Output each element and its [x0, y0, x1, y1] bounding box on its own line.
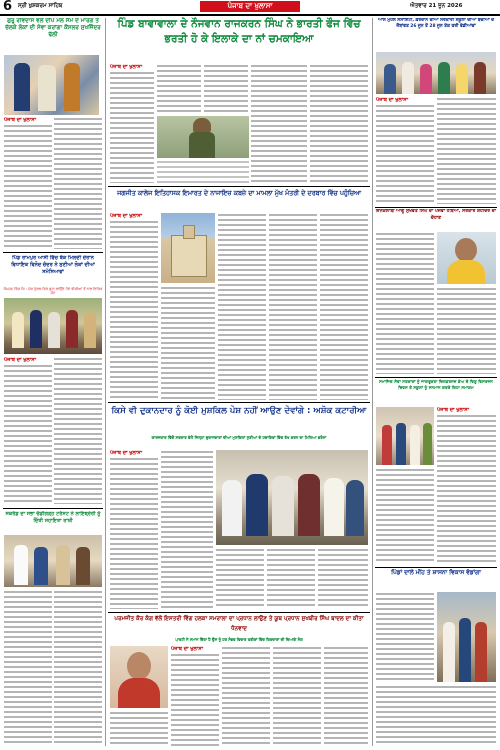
body-left-third	[4, 590, 52, 746]
body-bottom-center-3	[222, 646, 270, 746]
photo-left-third	[4, 535, 102, 587]
body-main-3	[204, 64, 248, 114]
divider	[375, 207, 497, 208]
byline-6: ਪੰਜਾਬ ਦਾ ਖੁਲਾਸਾ	[171, 646, 204, 652]
headline-bottom-right: ਪਿੰਡਾਂ ਦਾਲੇ ਮੀਂਹ ਤੇ ਸ਼ਾਸਨਾ ਵਿਕਾਸ ਵੱਡਾਂਗਾ	[391, 570, 481, 576]
headline-top-left: ਗੁਰੂ ਰਵਿਦਾਸ ਵਲੋਂ ਦੀਪੇ ਮੇਲ ਸੰਮੇ ਦੇ ਮਾਰਗ ਤੇ ਚੱਲਕੇ ਲੋਕਾਂ ਦੀ ਸੇਵਾ ਕਰਾਂਗਾ ਕੌਂਸਲਰ ਸੁਖਜਿੰਦਰ ਢੱਲੀ	[5, 18, 101, 39]
body-college-1	[110, 220, 158, 400]
photo-college-building	[161, 213, 215, 283]
body-main-2	[157, 64, 201, 114]
page-number: 6	[3, 0, 13, 14]
column-rule	[105, 18, 106, 746]
masthead-rule	[0, 14, 500, 16]
subhead-bottom-center: ਪਾਰਟੀ ਨੇ ਸਮਾਨ ਦਿੱਤਾ ਹੈ ਉਸ ਨੂੰ ਹਰ ਸੰਭਵ ਵਿਚਾਰ ਤਰੀਕਾਂ ਵਿੱਚ ਕਿਰਦਾਰਾਂ ਦੀ ਦਿਆਂਗੇ ਸੰਗ	[175, 637, 303, 642]
divider	[375, 377, 497, 378]
edition-date: ਐਤਵਾਰ 21 ਜੂਨ 2026	[410, 3, 463, 9]
photo-right-third	[376, 407, 434, 465]
headline-college: ਜਗਜੀਤ ਕਾਲੇਜ ਇਤਿਹਾਸਕ ਇਮਾਰਤ ਦੇ ਨਾਜਾਇਜ਼ ਕਬਜ਼ੇ ਦਾ ਮਾਮਲਾ ਮੁੱਖ ਮੰਤਰੀ ਦੇ ਦਰਬਾਰ ਵਿੱਚ ਪਹੁੰਚਿਆ	[117, 190, 361, 197]
photo-left-second	[4, 298, 102, 354]
byline-2: ਪੰਜਾਬ ਦਾ ਖੁਲਾਸਾ	[4, 357, 37, 363]
byline-7: ਪੰਜਾਬ ਦਾ ਖੁਲਾਸਾ	[376, 97, 409, 103]
divider	[108, 402, 370, 403]
masthead	[0, 0, 500, 14]
divider	[108, 612, 370, 613]
photo-woman-leader	[110, 646, 168, 708]
body-left-third-2	[54, 590, 102, 746]
photo-shopkeepers-meeting	[216, 450, 368, 545]
body-right-third-2	[376, 468, 434, 564]
photo-top-left	[4, 55, 99, 115]
column-rule	[372, 18, 373, 746]
body-college-2	[161, 286, 215, 400]
paper-name: ਸ੍ਰੀ ਖੁਸ਼ਕਰਮ ਸਾਹਿਬ	[18, 3, 63, 9]
body-college-4	[269, 213, 317, 400]
body-top-left-2	[54, 117, 102, 249]
byline-3: ਪੰਜਾਬ ਦਾ ਖੁਲਾਸਾ	[110, 64, 143, 70]
photo-right-portrait	[437, 232, 496, 284]
body-center-3	[216, 548, 264, 609]
divider	[3, 252, 103, 253]
body-bottom-center-1	[110, 711, 168, 746]
body-bottom-center-2	[171, 653, 219, 746]
body-college-5	[320, 213, 368, 400]
byline-8: ਪੰਜਾਬ ਦਾ ਖੁਲਾਸਾ	[437, 407, 470, 413]
photo-soldier	[157, 116, 249, 158]
byline-4: ਪੰਜਾਬ ਦਾ ਖੁਲਾਸਾ	[110, 213, 143, 219]
body-bottom-right-1	[376, 592, 434, 682]
photo-bottom-right	[437, 592, 496, 682]
subhead-center: ਕਾਰਜਕਾਰ ਵਿੱਚੋਂ ਸਰਕਾਰ ਵੱਲੋਂ ਜਿਲ੍ਹਾ ਦੁਕਾਨਦਾਰਾਂ ਦੀਆਂ ਮੁਸ਼ਕਿਲਾਂ ਸੁਣੀਆਂ ਦੇ ਹਦਾਇਤਾਂ ਵਿੱਚ ਰੱਖ ਕਰਨ ਦਾ ਮਿਲਿਆ ਭਰੋਸਾ	[151, 435, 327, 440]
caption-left-second: ਕੈਪਸ਼ਨ ਵਿੱਚ ਕਿ : ਸ਼ੇਰ ਨੂੰਗਲ ਵਿਖੇ ਬੂਟਾ ਲਾਉਂਦੇ ਹੋਏ ਵੀਸੀਆਂ ਤੋਂ ਨਾਲ ਇਕਿਰ ਕੋਟ	[3, 287, 103, 296]
photo-right-top	[376, 52, 496, 94]
headline-right-top: ਆਲੇ ਮੁਹੱਲੇ ਸੋਸਾਇਟੀ, ਫ਼ਰਦਾਨ ਦੀਆਂ ਸਰਕਾਰੀ ਸਕੂਲਾਂ ਦੀਆਂ ਬੱਚੀਆਂ ਦੇ ਜੌਬਾਂਵਤ 26 ਜੂਨ ਤੋਂ 28 ਜੂਨ ਤੱਕ ਫਰੀ ਵੱਡੀਆਂਵਾਂ	[377, 18, 495, 30]
divider	[108, 186, 370, 187]
body-bottom-center-5	[324, 646, 368, 746]
body-right-third-1	[437, 414, 496, 564]
body-left-second-2	[54, 357, 102, 504]
body-main-5	[310, 64, 368, 183]
byline-1: ਪੰਜਾਬ ਦਾ ਖੁਲਾਸਾ	[4, 117, 37, 123]
body-bottom-right-2	[376, 685, 496, 746]
body-center-4	[267, 548, 315, 609]
headline-left-second: ਪਿੰਡ ਰਾਮਪੁਰ ਆਸੀ ਵਿੱਚ ਬੱਕ ਮਿਲਦੀ ਦੇਰਾਨ ਵਿਧਾਇਕ ਵਿਨੋਦ ਚੰਦਰ ਨੇ ਸੁਣੀਆਂ ਲੋਕਾਂ ਦੀਆਂ ਸਮੱਸਿਆਵਾਂ	[11, 255, 95, 275]
headline-center-big: ਕਿਸੇ ਵੀ ਦੁਕਾਨਦਾਰ ਨੂੰ ਕੋਈ ਮੁਸ਼ਕਿਲ ਪੇਸ਼ ਨਹੀਂ ਆਉਣ ਦੇਵਾਂਗੇ : ਅਸ਼ੋਕ ਕਟਾਰੀਆ	[111, 406, 367, 416]
divider	[3, 508, 103, 509]
body-main-1	[110, 71, 154, 183]
body-college-3	[218, 213, 266, 400]
headline-left-third: ਸਕਰੱਡ ਦਾ ਸਭਾ ਚੰਡੀਗੜ੍ਹ ਟਰੱਸਟ ਨੇ ਲਾਇਬ੍ਰੇਰੀ ਨੂੰ ਦਿੱਤੀ ਸਹਾਇਤਾ ਰਾਸ਼ੀ	[5, 511, 101, 524]
section-title: ਪੰਜਾਬ ਦਾ ਖੁਲਾਸਾ	[200, 1, 300, 12]
body-right-mid-2	[437, 287, 496, 374]
headline-bottom-center: ਪਰਮਜੀਤ ਕੌਰ ਕੰਗ ਵੱਲੋਂ ਇਸਤਰੀ ਵਿੰਗ ਹਲਕਾ ਸਮਰਾਲਾ ਦਾ ਪ੍ਰਧਾਨ ਲਾਉਣ ਤੇ ਯੂਥ ਪ੍ਰਧਾਨ ਸੁਖਬੀਰ ਸਿੰਘ ਬਾਦਲ ਦਾ ਕੀਤਾ ਧੰਨਵਾਦ	[114, 616, 364, 632]
body-bottom-center-4	[273, 646, 321, 746]
body-right-top-2	[437, 97, 496, 204]
body-center-5	[318, 548, 368, 609]
body-main-caption	[157, 160, 249, 183]
body-top-left	[4, 124, 52, 249]
headline-main: ਪਿੰਡ ਬਾਵਾਵਾਲਾ ਦੇ ਨੌਜਵਾਨ ਰਾਜਕਰਨ ਸਿੰਘ ਨੇ ਭਾਰਤੀ ਫੌਜ ਵਿੱਚ ਭਰਤੀ ਹੋ ਕੇ ਇਲਾਕੇ ਦਾ ਨਾਂ ਚਮਕਾਇਆ	[117, 18, 361, 45]
body-right-mid-1	[376, 232, 434, 374]
body-center-2	[161, 450, 213, 609]
body-left-second	[4, 364, 52, 504]
byline-5: ਪੰਜਾਬ ਦਾ ਖੁਲਾਸਾ	[110, 450, 143, 456]
headline-right-mid: ਇਨਕਲਾਬੀ ਆਗੂ ਸੁਖਵੰਤ ਸਿੰਘ ਦਾ ਪੰਜਵਾਂ ਹੱਥਿਆ, ਸਰਕਾਰ ਸ਼ਹੀਦਰ ਦਾ ਦੋਹਾਣ	[375, 209, 497, 221]
body-main-4	[251, 64, 307, 183]
body-center-1	[110, 457, 158, 609]
divider	[375, 567, 497, 568]
body-right-top-1	[376, 104, 434, 204]
headline-right-third: ਸਮਾਜਿਕ ਸੇਵਾ ਸਤਕਾਰਾਂ ਨੂੰ ਜਾਗਰੂਕਤਾ ਚਿਲਡਰਨਜ਼ ਡੇਅ ਦੇ ਵਿਸ਼ੂ ਵਿਸਰਜਨ ਦਿਵਸ ਤੇ ਸਕੂਲਾਂ ਨੂੰ ਸਨਮਾਨ ਕਰਕੇ ਕਿਹਾ ਸਮਾਗਮ	[379, 379, 493, 391]
